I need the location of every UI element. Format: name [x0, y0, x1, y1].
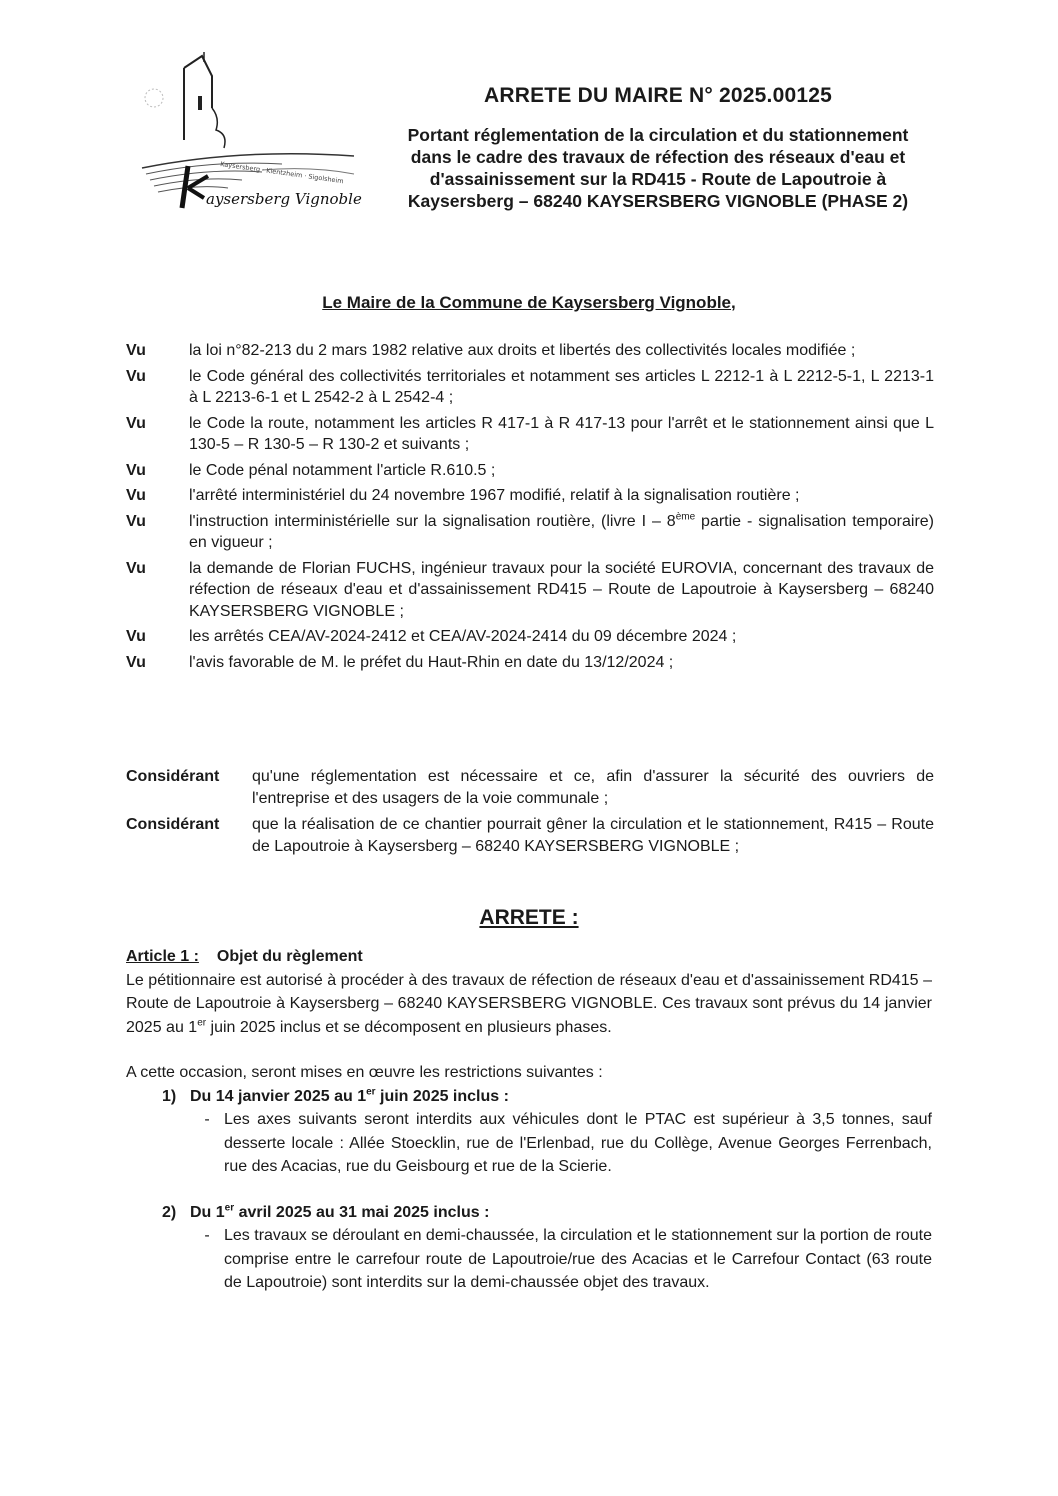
subject-line: dans le cadre des travaux de réfection des réseaux d'eau et [410, 147, 906, 167]
vu-text: le Code général des collectivités territoriales et notamment ses articles L 2212-1 à L 2212-5-1, L 2213-1 à L 2213-6-1 et L 2542-2 à L 2542-4 ; [189, 367, 934, 406]
vu-row [126, 460, 934, 482]
considerant-list [126, 766, 934, 862]
subject-line: d'assainissement sur la RD415 - Route de Lapoutroie à [429, 169, 887, 189]
logo-tagline: Kaysersberg · Kientzheim · Sigolsheim [219, 160, 345, 186]
article-paragraph: A cette occasion, seront mises en œuvre les restrictions suivantes : [126, 1064, 603, 1081]
vu-label: Vu [126, 653, 146, 671]
vu-text: l'instruction interministérielle sur la signalisation routière, (livre I – 8ème partie - signalisation temporaire) en vigueur ; [189, 511, 935, 551]
vu-text: le Code pénal notamment l'article R.610.5 ; [189, 461, 496, 479]
vu-label: Vu [126, 461, 146, 479]
restriction-heading: 1) Du 14 janvier 2025 au 1er juin 2025 inclus : [162, 1086, 509, 1105]
vu-list [126, 340, 934, 677]
vu-text: les arrêtés CEA/AV-2024-2412 et CEA/AV-2024-2414 du 09 décembre 2024 ; [189, 628, 737, 645]
vu-label: Vu [126, 414, 146, 432]
logo-name: aysersberg Vignoble [206, 190, 362, 208]
restriction-heading: 2) Du 1er avril 2025 au 31 mai 2025 inclus : [162, 1202, 490, 1221]
vu-row [126, 558, 934, 623]
vu-row [126, 485, 934, 507]
subject-line: Portant réglementation de la circulation et du stationnement [407, 125, 909, 145]
considerant-row [126, 814, 934, 857]
vu-row [126, 366, 934, 409]
article-label: Article 1 : [126, 948, 199, 965]
article-heading [126, 945, 932, 969]
vu-text: l'avis favorable de M. le préfet du Haut-Rhin en date du 13/12/2024 ; [189, 653, 674, 671]
subject-line: Kaysersberg – 68240 KAYSERSBERG VIGNOBLE (PHASE 2) [407, 191, 909, 211]
vu-text: la demande de Florian FUCHS, ingénieur travaux pour la société EUROVIA, concernant des travaux de réfection de réseaux d'eau et d'assainissement RD415 – Route de Lapoutroie à Kaysersberg – 68240 KAYSERSBERG VIGNOBLE ; [189, 559, 934, 620]
vu-label: Vu [126, 628, 146, 645]
restriction-text: Les travaux se déroulant en demi-chaussée, la circulation et le stationnement sur la portion de route comprise entre le carrefour route de Lapoutroie/rue des Acacias et le Carrefour Contact (63 route de Lapoutroie) sont interdits sur la demi-chaussée objet des travaux. [224, 1227, 932, 1291]
vu-row [126, 340, 934, 362]
vu-label: Vu [126, 512, 146, 530]
restriction-item [190, 1108, 932, 1179]
article-title: Objet du règlement [216, 948, 363, 965]
vu-text: la loi n°82-213 du 2 mars 1982 relative aux droits et libertés des collectivités locales modifiée ; [189, 342, 856, 359]
arrete-subject [378, 124, 938, 212]
considerant-label: Considérant [126, 816, 220, 833]
dash-bullet: - [204, 1227, 210, 1244]
restriction-item [190, 1224, 932, 1295]
vu-label: Vu [126, 487, 146, 504]
dash-bullet: - [204, 1111, 210, 1128]
considerant-label: Considérant [126, 768, 220, 785]
vu-row [126, 511, 934, 554]
arrete-heading: ARRETE : [479, 906, 579, 929]
vu-label: Vu [126, 559, 146, 577]
article-1 [126, 945, 932, 1295]
considerant-text: que la réalisation de ce chantier pourrait gêner la circulation et le stationnement, R415 – Route de Lapoutroie à Kaysersberg – 68240 KAYSERSBERG VIGNOBLE ; [252, 816, 934, 855]
vu-text: le Code la route, notamment les articles R 417-1 à R 417-13 pour l'arrêt et le stationnement ainsi que L 130-5 – R 130-5 – R 130-2 et suivants ; [189, 414, 934, 453]
vu-label: Vu [126, 367, 146, 385]
document-header [378, 84, 938, 212]
article-paragraph: Le pétitionnaire est autorisé à procéder à des travaux de réfection de réseaux d'eau et d'assainissement RD415 – Route de Lapoutroie à Kaysersberg – 68240 KAYSERSBERG VIGNOBLE. Ces travaux sont prévus du 14 janvier 2025 au 1er juin 2025 inclus et se décomposent en plusieurs phases. [126, 971, 932, 1036]
kaysersberg-vignoble-logo [132, 48, 364, 218]
considerant-row [126, 766, 934, 809]
vu-label: Vu [126, 342, 146, 359]
vu-row [126, 626, 934, 648]
considerant-text: qu'une réglementation est nécessaire et ce, afin d'assurer la sécurité des ouvriers de l'entreprise et des usagers de la voie communale ; [252, 768, 934, 807]
arrete-reference: ARRETE DU MAIRE N° 2025.00125 [484, 84, 832, 107]
vu-text: l'arrêté interministériel du 24 novembre 1967 modifié, relatif à la signalisation routière ; [189, 487, 800, 504]
restriction-text: Les axes suivants seront interdits aux véhicules dont le PTAC est supérieur à 3,5 tonnes, sauf desserte locale : Allée Stoecklin, rue de l'Erlenbad, rue du Collège, Avenue Georges Ferrenbach, rue des Acacias, rue du Geisbourg et rue de la Scierie. [224, 1111, 932, 1175]
maire-heading: Le Maire de la Commune de Kaysersberg Vignoble, [322, 293, 736, 312]
vu-row [126, 652, 934, 674]
vu-row [126, 413, 934, 456]
